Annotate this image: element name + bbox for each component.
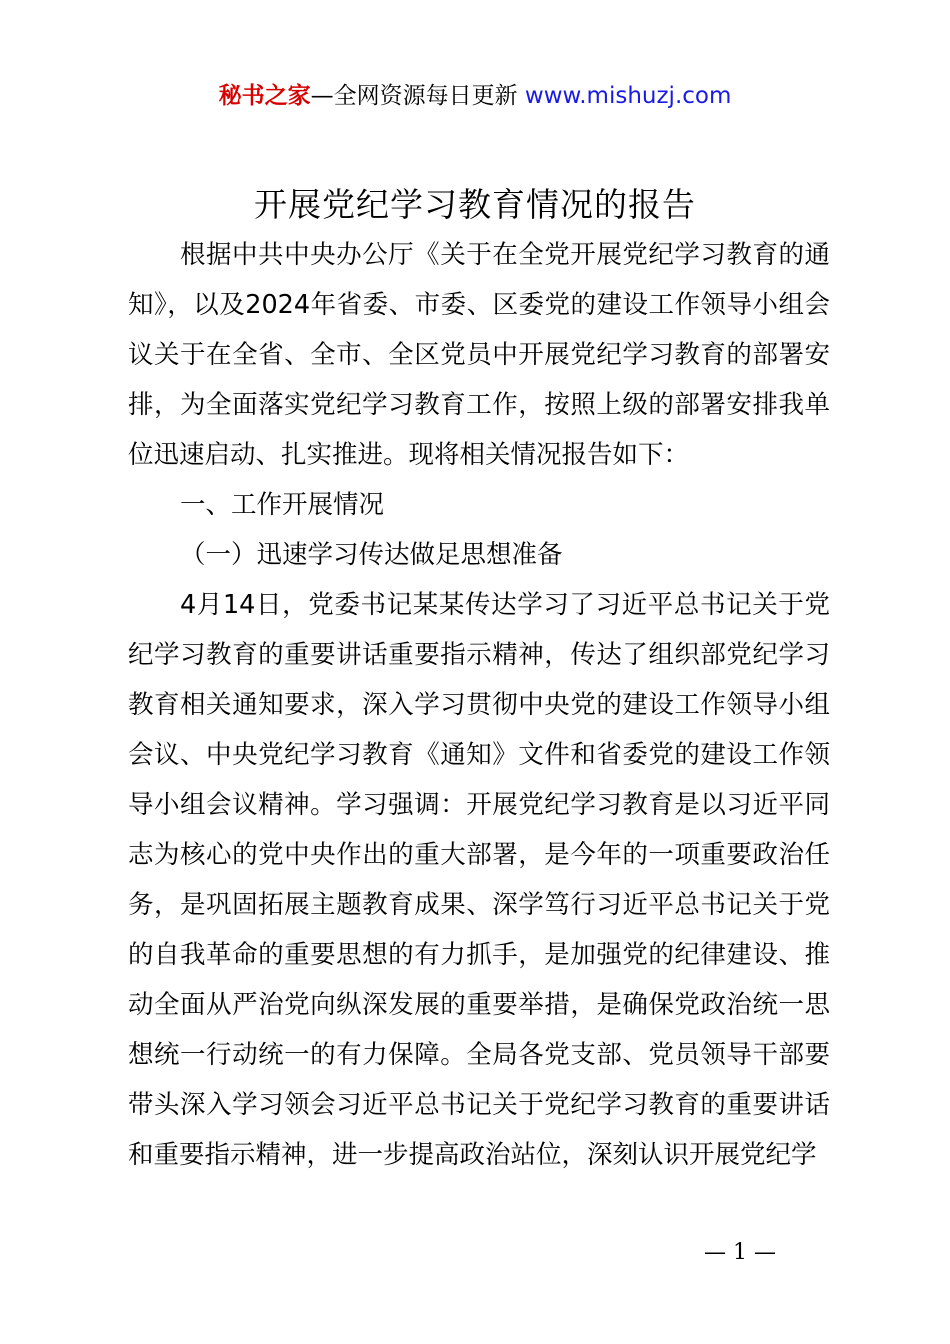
site-banner bbox=[0, 80, 950, 112]
section-heading: 一、工作开展情况 bbox=[180, 490, 385, 520]
document-title: 开展党纪学习教育情况的报告 bbox=[254, 185, 696, 224]
section-paragraph: 4月14日，党委书记某某传达学习了习近平总书记关于党纪学习教育的重要讲话重要指示精神，传达了组织部党纪学习教育相关通知要求，深入学习贯彻中央党的建设工作领导小组会议、中央党纪学习教育《通知》文件和省委党的建设工作领导小组会议精神。学习强调：开展党纪学习教育是以习近平同志为核心的党中央作出的重大部署，是今年的一项重要政治任务，是巩固拓展主题教育成果、深学笃行习近平总书记关于党的自我革命的重要思想的有力抓手，是加强党的纪律建设、推动全面从严治党向纵深发展的重要举措，是确保党政治统一思想统一行动统一的有力保障。全局各党支部、党员领导干部要带头深入学习领会习近平总书记关于党纪学习教育的重要讲话和重要指示精神，进一步提高政治站位，深刻认识开展党纪学 bbox=[128, 590, 830, 1170]
document-body bbox=[128, 230, 830, 1180]
intro-paragraph: 根据中共中央办公厅《关于在全党开展党纪学习教育的通知》，以及2024年省委、市委、区委党的建设工作领导小组会议关于在全省、全市、全区党员中开展党纪学习教育的部署安排，为全面落实党纪学习教育工作，按照上级的部署安排我单位迅速启动、扎实推进。现将相关情况报告如下： bbox=[128, 240, 830, 470]
site-url-link[interactable]: www.mishuzj.com bbox=[524, 83, 732, 109]
banner-tagline: —全网资源每日更新 bbox=[310, 83, 518, 109]
brand-name: 秘书之家 bbox=[218, 83, 311, 109]
subsection-heading: （一）迅速学习传达做足思想准备 bbox=[180, 540, 563, 570]
page-number: — 1 — bbox=[704, 1240, 776, 1265]
